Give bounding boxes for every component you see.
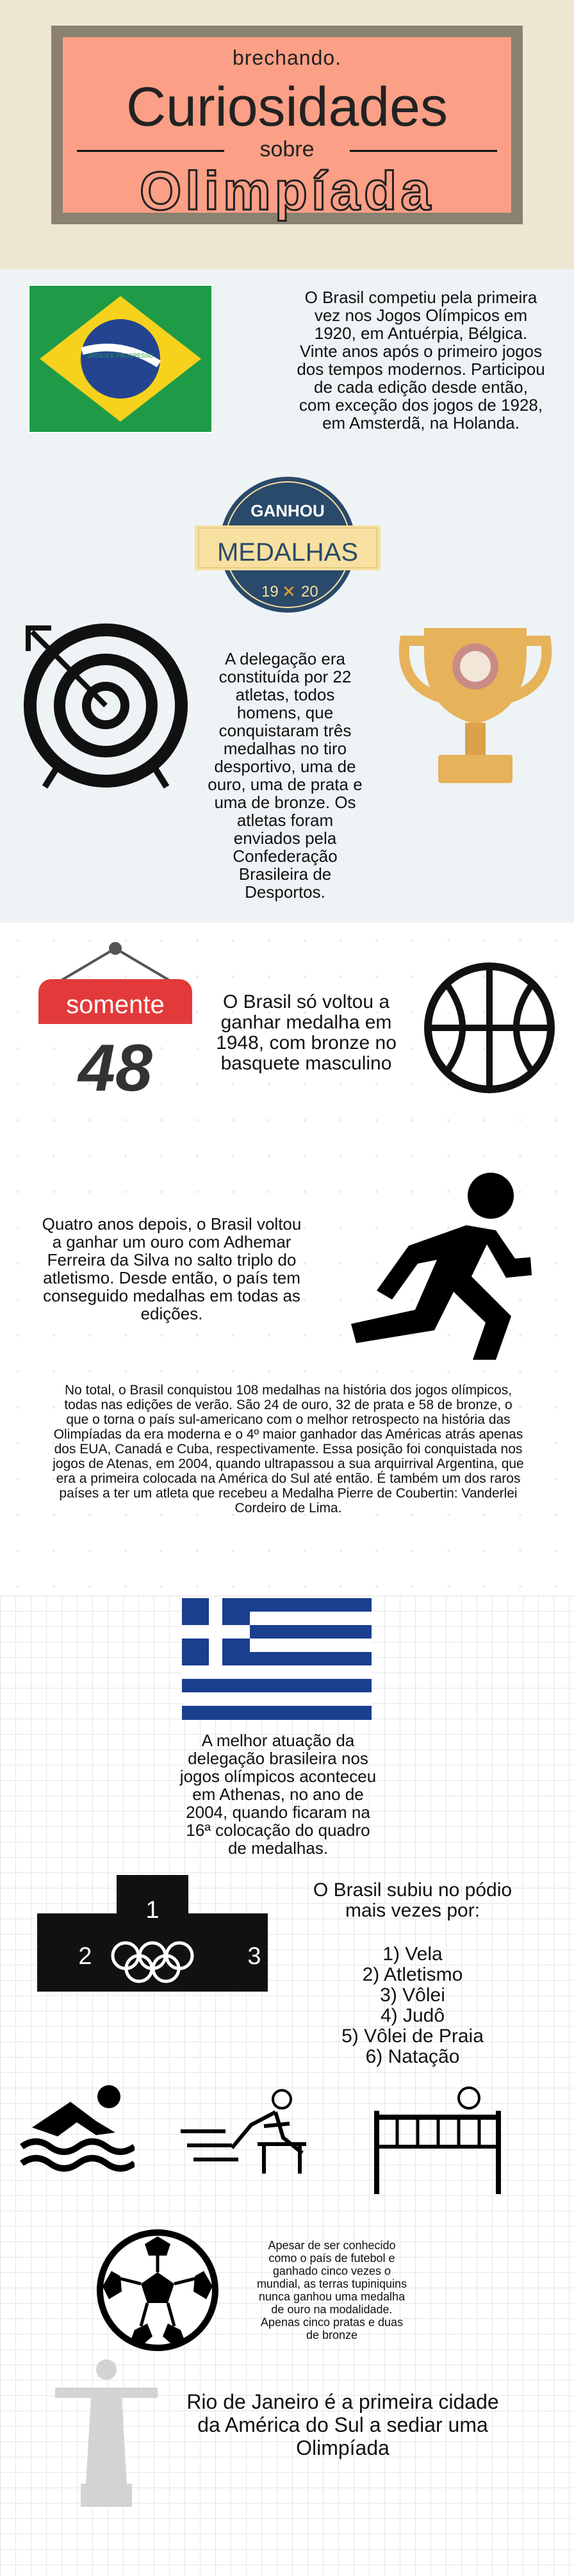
podium-list — [304, 1944, 521, 2067]
fact-delegation: A delegação era constituída por 22 atletas, todos homens, que conquistaram três medalhas no tiro desportivo, uma de ouro, uma de prata e uma de bronze. Os atletas foram enviados pela Confederação Brasileira de Desportos. — [208, 649, 363, 902]
brand-logo: brechando. — [232, 46, 342, 69]
badge-year-sep: ✕ — [282, 582, 296, 601]
podium-second: 2 — [78, 1943, 92, 1970]
podium-list-item: 4) Judô — [380, 2005, 445, 2026]
podium-first: 1 — [145, 1897, 160, 1924]
podium-list-item: 2) Atletismo — [362, 1964, 463, 1985]
fact-athens-2004: A melhor atuação da delegação brasileira nos jogos olímpicos aconteceu em Athenas, no ano de 2004, quando ficaram na 16ª colocação do quadro de medalhas. — [179, 1731, 377, 1858]
target-shooting-icon — [19, 619, 192, 792]
fact-1948-bronze: O Brasil só voltou a ganhar medalha em 1948, com bronze no basquete masculino — [216, 991, 397, 1074]
soccer-ball-icon — [95, 2227, 220, 2353]
fact-total-medals: No total, o Brasil conquistou 108 medalhas na história dos jogos olímpicos, todas nas edições de verão. São 24 de ouro, 32 de prata e 58 de bronze, o que o torna o país sul-americano com o melhor retrospecto na história das Olimpíadas da era moderna e o 4º maior ganhador das Américas atrás apenas dos EUA, Canadá e Cuba, respectivamente. Essa posição foi conquistada nos jogos de Atenas, em 2004, quando ultrapassou a sua arquirrival Argentina, que era a primeira colocada na América do Sul até então. É também um dos raros países a ter um atleta que recebeu a Medalha Pierre de Coubertin: Vanderlei Cordeiro de Lima. — [53, 1383, 524, 1515]
podium-title: O Brasil subiu no pódio mais vezes por: — [313, 1879, 512, 1921]
trophy-icon — [398, 615, 552, 795]
title-olimpiada: Olimpíada — [139, 161, 435, 221]
swimming-icon — [19, 2083, 135, 2179]
flag-motto: ORDEM E PROGRESSO — [87, 352, 154, 359]
podium-list-item: 5) Vôlei de Praia — [341, 2026, 484, 2047]
badge-year-left: 19 — [261, 583, 279, 600]
runner-icon — [338, 1169, 537, 1361]
podium-icon — [37, 1875, 268, 1992]
podium-third: 3 — [247, 1943, 261, 1970]
fact-football: Apesar de ser conhecido como o país de futebol e ganhado cinco vezes o mundial, as terras tupiniquins nunca ganhou uma medalha de ouro na modalidade. Apenas cinco pratas e duas de bronze — [256, 2239, 407, 2341]
fact-rio: Rio de Janeiro é a primeira cidade da América do Sul a sediar uma Olimpíada — [186, 2390, 499, 2459]
fact-first-participation: O Brasil competiu pela primeira vez nos Jogos Olímpicos em 1920, em Antuérpia, Bélgica. Vinte anos após o primeiro jogos dos tempos modernos. Participou de cada edição desde então, com exceção dos jogos de 1928, em Amsterdã, na Holanda. — [297, 288, 545, 433]
podium-list-item: 3) Vôlei — [380, 1985, 445, 2006]
badge-year-right: 20 — [301, 583, 318, 600]
badge-medalhas: MEDALHAS — [217, 538, 359, 566]
greece-flag-icon — [182, 1598, 372, 1720]
podium-list-item: 1) Vela — [382, 1944, 443, 1965]
badge-ganhou: GANHOU — [250, 501, 325, 520]
podium-list-item: 6) Natação — [365, 2046, 460, 2067]
brazil-flag-icon — [28, 285, 213, 433]
title-sobre: sobre — [259, 137, 315, 161]
calendar-label: somente — [66, 991, 165, 1019]
basketball-icon — [420, 959, 559, 1097]
athletics-hurdle-icon — [181, 2086, 309, 2176]
title-curiosidades: Curiosidades — [126, 76, 448, 138]
volleyball-net-icon — [372, 2085, 506, 2194]
calendar-number: 48 — [78, 1031, 152, 1105]
fact-adhemar: Quatro anos depois, o Brasil voltou a ganhar um ouro com Adhemar Ferreira da Silva no salto triplo do atletismo. Desde então, o país tem conseguido medalhas em todas as edições. — [42, 1214, 302, 1323]
christ-redeemer-icon — [55, 2356, 158, 2507]
